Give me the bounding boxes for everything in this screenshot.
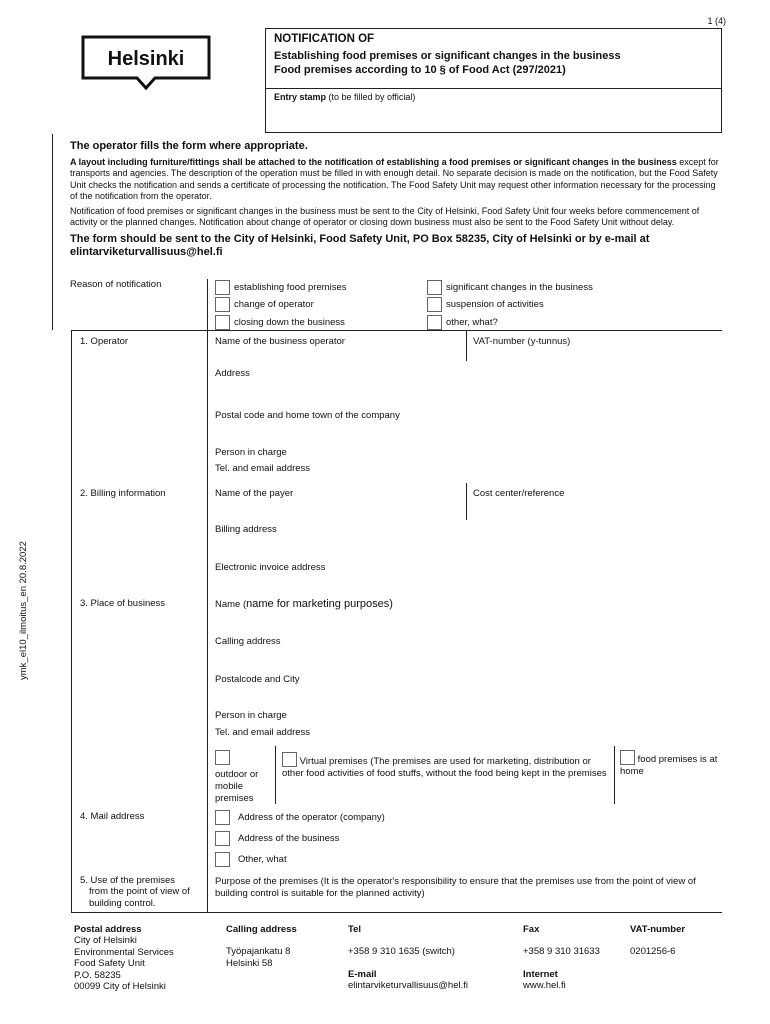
divider	[614, 746, 615, 804]
checkbox[interactable]	[427, 315, 442, 330]
divider	[275, 746, 276, 804]
header-box	[265, 28, 722, 133]
place-label: 3. Place of business	[80, 598, 166, 609]
outdoor-option[interactable]: outdoor or mobile premises	[215, 750, 271, 805]
virtual-option[interactable]: Virtual premises (The premises are used for marketing, distribution or other food activities of food stuffs, without the food being kept in the premises	[282, 752, 608, 780]
payer-name-field[interactable]: Name of the payer	[215, 488, 294, 499]
intro-section	[70, 140, 722, 260]
divider	[207, 330, 208, 912]
logo-text: Helsinki	[107, 48, 185, 70]
checkbox[interactable]	[215, 315, 230, 330]
operator-name-field[interactable]: Name of the business operator	[215, 336, 345, 347]
entry-stamp: Entry stamp (to be filled by official)	[274, 92, 416, 102]
vat-number-field[interactable]: VAT-number (y-tunnus)	[473, 336, 571, 347]
checkbox[interactable]	[215, 852, 230, 867]
mail-option-business[interactable]: Address of the business	[215, 833, 339, 846]
reason-option-significant[interactable]: significant changes in the business	[427, 282, 593, 295]
footer-tel: Tel +358 9 310 1635 (switch) E-mail elintarviketurvallisuus@hel.fi	[348, 924, 468, 992]
checkbox[interactable]	[427, 280, 442, 295]
reason-option-change-operator[interactable]: change of operator	[215, 299, 314, 312]
divider	[71, 330, 722, 331]
footer-internet-link[interactable]: www.hel.fi	[523, 980, 566, 992]
subtitle-2: Food premises according to 10 § of Food Act (297/2021)	[274, 63, 566, 76]
checkbox[interactable]	[282, 752, 297, 767]
divider	[52, 134, 53, 330]
helsinki-logo	[80, 34, 212, 92]
purpose-field[interactable]: Purpose of the premises (It is the operator's responsibility to ensure that the premises use from the point of view of building control is suitable for the planned activity)	[215, 876, 696, 899]
operator-label: 1. Operator	[80, 336, 129, 347]
home-option[interactable]: food premises is at home	[620, 750, 720, 778]
checkbox[interactable]	[215, 280, 230, 295]
place-person-field[interactable]: Person in charge	[215, 710, 287, 721]
calling-address-field[interactable]: Calling address	[215, 636, 281, 647]
footer-email-link[interactable]: elintarviketurvallisuus@hel.fi	[348, 980, 468, 992]
reason-option-other[interactable]: other, what?	[427, 317, 498, 330]
checkbox[interactable]	[215, 831, 230, 846]
mail-label: 4. Mail address	[80, 811, 145, 822]
billing-address-field[interactable]: Billing address	[215, 524, 277, 535]
intro-para-2: Notification of food premises or significant changes in the business must be sent to the City of Helsinki, Food Safety Unit four weeks before commencement of activity or the planned changes. Notification about change of operator or closing down business must also be sent to the Food Safety Unit without delay.	[70, 206, 700, 228]
footer-postal: Postal address City of Helsinki Environmental Services Food Safety Unit P.O. 58235 00099 City of Helsinki	[74, 924, 174, 992]
use-label: 5. Use of the premises from the point of view of building control.	[80, 875, 190, 909]
reason-option-closing[interactable]: closing down the business	[215, 317, 345, 330]
intro-heading: The operator fills the form where appropriate.	[70, 140, 308, 152]
operator-tel-field[interactable]: Tel. and email address	[215, 463, 311, 474]
mail-option-other[interactable]: Other, what	[215, 854, 287, 867]
checkbox[interactable]	[620, 750, 635, 765]
mail-option-operator[interactable]: Address of the operator (company)	[215, 812, 385, 825]
billing-label: 2. Billing information	[80, 488, 166, 499]
cost-center-field[interactable]: Cost center/reference	[473, 488, 565, 499]
place-tel-field[interactable]: Tel. and email address	[215, 727, 311, 738]
send-to: The form should be sent to the City of Helsinki, Food Safety Unit, PO Box 58235, City of Helsinki or by e-mail at elintarviketurvallisuus@hel.fi	[70, 232, 650, 259]
checkbox[interactable]	[215, 810, 230, 825]
checkbox[interactable]	[427, 297, 442, 312]
place-name-field[interactable]: Name (name for marketing purposes)	[215, 598, 393, 610]
place-postal-field[interactable]: Postalcode and City	[215, 674, 300, 685]
divider	[71, 912, 722, 913]
divider	[207, 279, 208, 331]
footer-calling: Calling address Työpajankatu 8 Helsinki 58	[226, 924, 297, 969]
einvoice-field[interactable]: Electronic invoice address	[215, 562, 326, 573]
divider	[466, 483, 467, 520]
footer-vat: VAT-number 0201256-6	[630, 924, 686, 958]
form-code: ymk_el10_ilmoitus_en 20.8.2022	[18, 541, 29, 680]
reason-option-suspension[interactable]: suspension of activities	[427, 299, 544, 312]
divider	[466, 331, 467, 361]
divider	[71, 330, 72, 912]
reason-option-establishing[interactable]: establishing food premises	[215, 282, 346, 295]
operator-person-field[interactable]: Person in charge	[215, 447, 287, 458]
checkbox[interactable]	[215, 750, 230, 765]
subtitle-1: Establishing food premises or significant changes in the business	[274, 50, 621, 62]
reason-label: Reason of notification	[70, 279, 162, 290]
page-number: 1 (4)	[707, 16, 726, 26]
operator-address-field[interactable]: Address	[215, 368, 250, 379]
notification-title: NOTIFICATION OF	[274, 33, 375, 45]
footer-fax: Fax +358 9 310 31633 Internet www.hel.fi	[523, 924, 600, 992]
intro-para-1: A layout including furniture/fittings shall be attached to the notification of establishing a food premises or significant changes in the business except for transports and agencies. The description of the operation must be filled in with enough detail. No separate decision is made on the notification, but the Food Safety Unit checks the notification and sends a certificate of processing the notification. The Food Safety Unit may request other information necessary for the processing of the notification from the operator.	[70, 157, 719, 201]
operator-postal-field[interactable]: Postal code and home town of the company	[215, 410, 400, 421]
checkbox[interactable]	[215, 297, 230, 312]
